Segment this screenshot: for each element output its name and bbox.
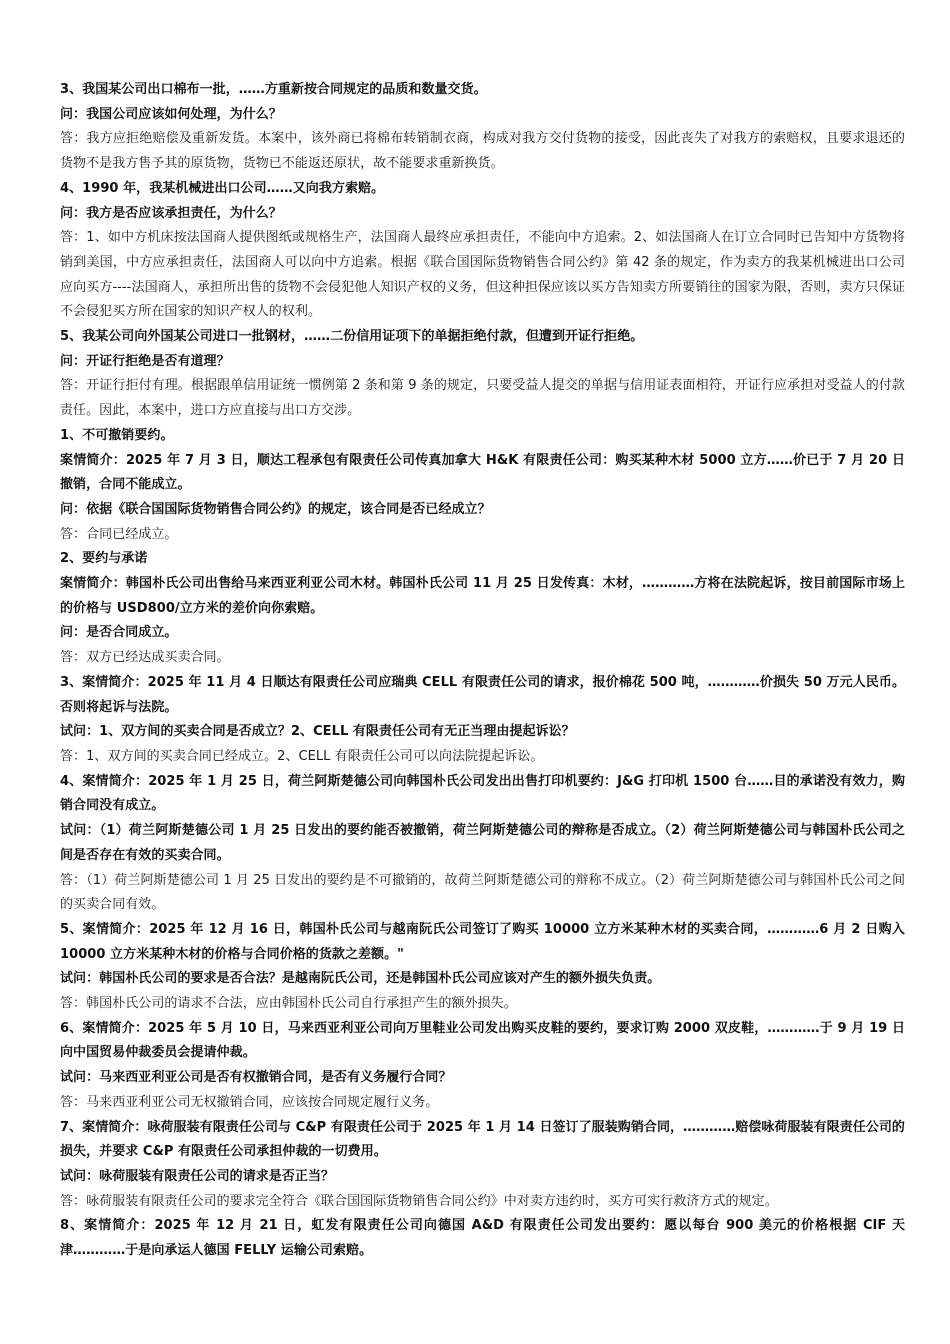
answer: 答：马来西亚利亚公司无权撤销合同，应该按合同规定履行义务。	[60, 1094, 439, 1110]
answer: 答：合同已经成立。	[60, 526, 178, 542]
document-body	[60, 78, 905, 1264]
case-summary: 4、案情简介：2025 年 1 月 25 日，荷兰阿斯楚德公司向韩国朴氏公司发出出售打印机要约：J&G 打印机 1500 台……目的承诺没有效力，购销合同没有成立。	[60, 773, 905, 814]
answer: 答：1、如中方机床按法国商人提供图纸或规格生产，法国商人最终应承担责任，不能向中方追索。2、如法国商人在订立合同时已告知中方货物将销到美国，中方应承担责任，法国商人可以向中方追索。根据《联合国国际货物销售合同公约》第 42 条的规定，作为卖方的我某机械进出口公司应向买方----法国商人，承担所出售的货物不会侵犯他人知识产权的义务，但这种担保应该以买方告知卖方所要销往的国家为限，否则，卖方只保证不会侵犯买方所在国家的知识产权人的权利。	[60, 230, 905, 320]
question: 问：我方是否应该承担责任，为什么？	[60, 205, 282, 221]
case-heading-5: 5、我某公司向外国某公司进口一批钢材，……二份信用证项下的单据拒绝付款，但遭到开证行拒绝。	[60, 329, 644, 345]
question: 试问：马来西亚利亚公司是否有权撤销合同，是否有义务履行合同？	[60, 1070, 452, 1086]
answer: 答：咏荷服装有限责任公司的要求完全符合《联合国国际货物销售合同公约》中对卖方违约时，买方可实行救济方式的规定。	[60, 1193, 778, 1209]
section-heading-offer-acceptance: 2、要约与承诺	[60, 551, 148, 567]
question: 试问：1、双方间的买卖合同是否成立？2、CELL 有限责任公司有无正当理由提起诉讼？	[60, 724, 575, 740]
question: 试问：咏荷服装有限责任公司的请求是否正当？	[60, 1168, 335, 1184]
case-heading-3: 3、我国某公司出口棉布一批，……方重新按合同规定的品质和数量交货。	[60, 82, 487, 97]
question: 问：是否合同成立。	[60, 625, 178, 641]
question: 问：我国公司应该如何处理，为什么？	[60, 106, 282, 122]
answer: 答：（1）荷兰阿斯楚德公司 1 月 25 日发出的要约是不可撤销的，故荷兰阿斯楚德公司的辩称不成立。（2）荷兰阿斯楚德公司与韩国朴氏公司之间的买卖合同有效。	[60, 872, 905, 913]
case-summary: 7、案情简介：咏荷服装有限责任公司与 C&P 有限责任公司于 2025 年 1 月 14 日签订了服装购销合同，…………赔偿咏荷服装有限责任公司的损失，并要求 C&P 有限责任公司承担仲裁的一切费用。	[60, 1119, 905, 1160]
case-heading-4: 4、1990 年，我某机械进出口公司……又向我方索赔。	[60, 180, 385, 196]
answer: 答：双方已经达成买卖合同。	[60, 650, 230, 666]
question: 问：开证行拒绝是否有道理？	[60, 353, 230, 369]
answer: 答：开证行拒付有理。根据跟单信用证统一惯例第 2 条和第 9 条的规定，只要受益人提交的单据与信用证表面相符，开证行应承担对受益人的付款责任。因此，本案中，进口方应直接与出口方交涉。	[60, 378, 905, 419]
section-heading-irrevocable-offer: 1、不可撤销要约。	[60, 427, 174, 443]
answer: 答：1、双方间的买卖合同已经成立。2、CELL 有限责任公司可以向法院提起诉讼。	[60, 748, 544, 764]
case-summary: 5、案情简介：2025 年 12 月 16 日，韩国朴氏公司与越南阮氏公司签订了购买 10000 立方米某种木材的买卖合同，…………6 月 2 日购入 10000 立方米某种木材的价格与合同价格的货款之差额。"	[60, 921, 905, 962]
case-summary: 3、案情简介：2025 年 11 月 4 日顺达有限责任公司应瑞典 CELL 有限责任公司的请求，报价棉花 500 吨，…………价损失 50 万元人民币。否则将起诉与法院。	[60, 674, 905, 715]
answer: 答：我方应拒绝赔偿及重新发货。本案中，该外商已将棉布转销制衣商，构成对我方交付货物的接受，因此丧失了对我方的索赔权，且要求退还的货物不是我方售予其的原货物，货物已不能返还原状，故不能要求重新换货。	[60, 131, 905, 172]
question: 试问：（1）荷兰阿斯楚德公司 1 月 25 日发出的要约能否被撤销，荷兰阿斯楚德公司的辩称是否成立。（2）荷兰阿斯楚德公司与韩国朴氏公司之间是否存在有效的买卖合同。	[60, 823, 905, 863]
case-summary: 8、案情简介：2025 年 12 月 21 日，虹发有限责任公司向德国 A&D 有限责任公司发出要约：愿以每台 900 美元的价格根据 CIF 天津…………于是向承运人德国 FELLY 运输公司索赔。	[60, 1218, 905, 1259]
question: 试问：韩国朴氏公司的要求是否合法？是越南阮氏公司，还是韩国朴氏公司应该对产生的额外损失负责。	[60, 971, 661, 987]
question: 问：依据《联合国国际货物销售合同公约》的规定，该合同是否已经成立？	[60, 501, 491, 517]
case-summary: 案情简介：韩国朴氏公司出售给马来西亚利亚公司木材。韩国朴氏公司 11 月 25 日发传真：木材，…………方将在法院起诉，按目前国际市场上的价格与 USD800/立方米的差价向你索赔。	[60, 576, 905, 616]
case-summary: 案情简介：2025 年 7 月 3 日，顺达工程承包有限责任公司传真加拿大 H&K 有限责任公司：购买某种木材 5000 立方……价已于 7 月 20 日撤销，合同不能成立。	[60, 452, 905, 493]
answer: 答：韩国朴氏公司的请求不合法，应由韩国朴氏公司自行承担产生的额外损失。	[60, 996, 517, 1012]
case-summary: 6、案情简介：2025 年 5 月 10 日，马来西亚利亚公司向万里鞋业公司发出购买皮鞋的要约，要求订购 2000 双皮鞋，…………于 9 月 19 日向中国贸易仲裁委员会提请仲裁。	[60, 1020, 905, 1061]
